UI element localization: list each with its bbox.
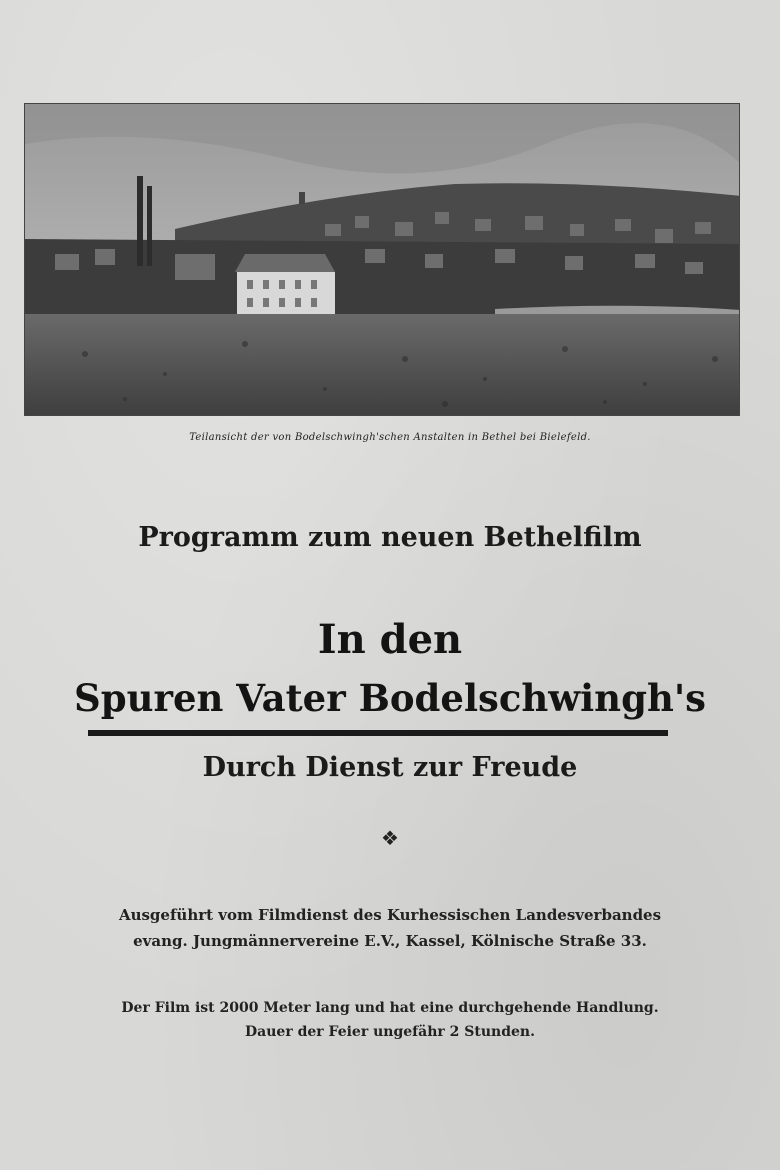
program-heading: Programm zum neuen Bethelfilm [138,522,642,553]
credit-line-1: Ausgeführt vom Filmdienst des Kurhessischen Landesverbandes [118,906,662,924]
ornament-icon: ❖ [381,826,399,850]
bethel-panorama-photo [24,103,740,416]
film-subtitle: Durch Dienst zur Freude [202,752,578,783]
info-line-1: Der Film ist 2000 Meter lang und hat eine durchgehende Handlung. [121,1000,659,1016]
film-title-line-2: Spuren Vater Bodelschwingh's [73,676,707,720]
credit-line-2: evang. Jungmännervereine E.V., Kassel, Kölnische Straße 33. [133,932,647,950]
film-info [0,996,780,1044]
info-line-2: Dauer der Feier ungefähr 2 Stunden. [245,1024,535,1040]
title-underline-rule [88,730,668,736]
film-title-line-1: In den [317,616,463,663]
production-credit [0,902,780,954]
photo-caption: Teilansicht der von Bodelschwingh'schen Anstalten in Bethel bei Bielefeld. [189,432,591,443]
